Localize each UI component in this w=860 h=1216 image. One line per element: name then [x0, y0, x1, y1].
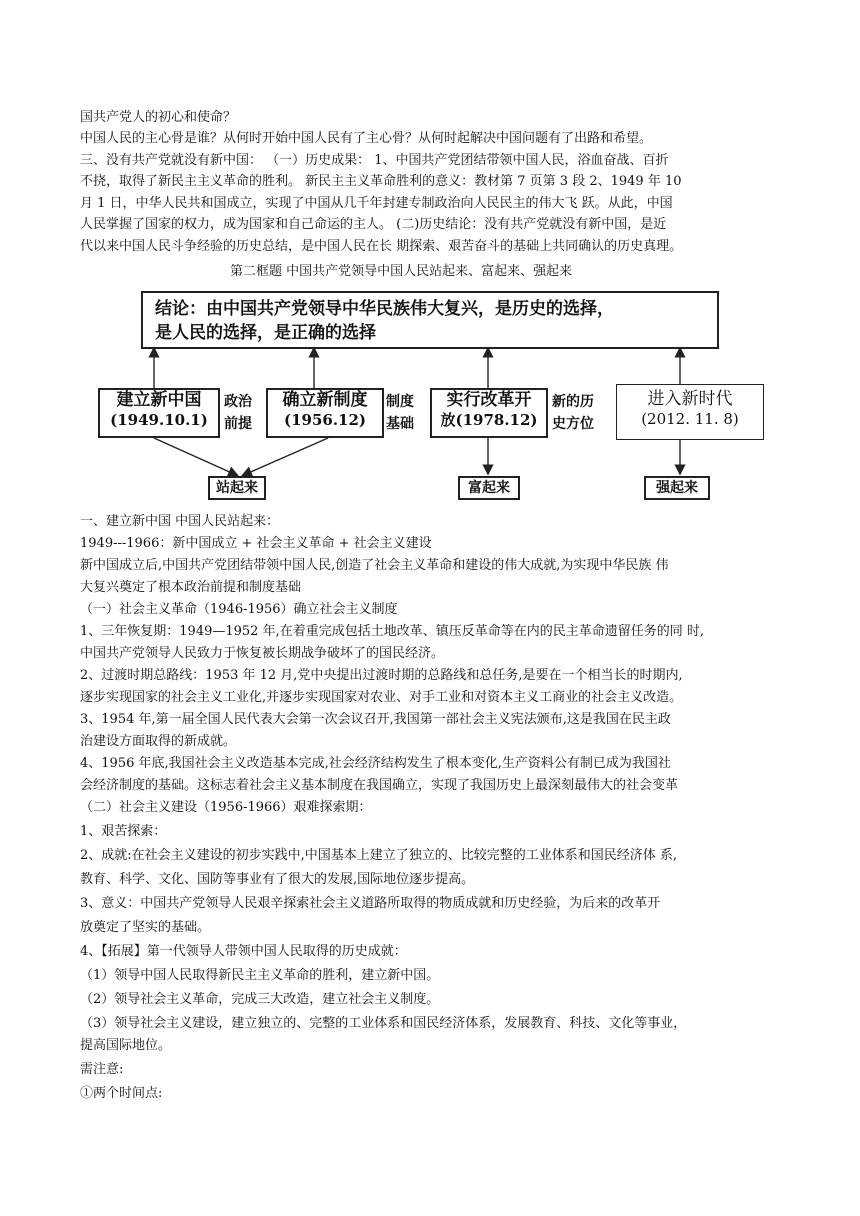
- conclusion-line-1: 结论：由中国共产党领导中华民族伟大复兴，是历史的选择，: [155, 299, 614, 319]
- result-get-strong: 强起来: [644, 476, 710, 500]
- box-title: 建立新中国: [116, 390, 202, 410]
- text-line: 4、【拓展】第一代领导人带领中国人民取得的历史成就：: [80, 944, 407, 959]
- text-line: 需注意:: [80, 1062, 124, 1077]
- connector-label: 史方位: [552, 416, 594, 432]
- framework-title: 第二框题 中国共产党领导中国人民站起来、富起来、强起来: [230, 264, 573, 279]
- box-reform: [430, 388, 548, 438]
- text-line: 治建设方面取得的新成就。: [80, 734, 237, 749]
- text-line: 1、艰苦探索：: [80, 824, 167, 839]
- box-date: 放(1978.12): [440, 411, 538, 429]
- text-line: 逐步实现国家的社会主义工业化,并逐步实现国家对农业、对手工业和对资本主义工商业的社会主义改造。: [80, 690, 683, 705]
- text-line: 4、1956 年底,我国社会主义改造基本完成,社会经济结构发生了根本变化,生产资料公有制已成为我国社: [80, 756, 671, 771]
- connector-label: 制度: [386, 394, 414, 410]
- connector-label: 基础: [386, 416, 414, 432]
- history-diagram: [96, 288, 768, 508]
- box-founding: [98, 388, 220, 438]
- text-line: 中国共产党领导人民致力于恢复被长期战争破坏了的国民经济。: [80, 646, 445, 661]
- text-line: 人民掌握了国家的权力，成为国家和自己命运的主人。 (二)历史结论：没有共产党就没有新中国，是近: [80, 217, 667, 232]
- subsection-heading: （一）社会主义革命（1946-1956）确立社会主义制度: [80, 602, 398, 617]
- text-line: 1、三年恢复期：1949—1952 年,在着重完成包括土地改革、镇压反革命等在内的民主革命遗留任务的同 时,: [80, 624, 704, 639]
- text-line: 新中国成立后,中国共产党团结带领中国人民,创造了社会主义革命和建设的伟大成就,为实现中华民族 伟: [80, 558, 669, 573]
- box-new-system: [266, 388, 384, 438]
- box-new-era: [616, 384, 764, 440]
- text-line: （3）领导社会主义建设，建立独立的、完整的工业体系和国民经济体系，发展教育、科技、文化等事业，: [80, 1016, 687, 1031]
- text-line: 大复兴奠定了根本政治前提和制度基础: [80, 580, 302, 595]
- box-title: 确立新制度: [282, 390, 368, 410]
- text-line: 3、意义：中国共产党领导人民艰辛探索社会主义道路所取得的物质成就和历史经验，为后来的改革开: [80, 896, 661, 911]
- box-title: 进入新时代: [647, 389, 733, 409]
- text-line: 2、成就:在社会主义建设的初步实践中,中国基本上建立了独立的、比较完整的工业体系和国民经济体 系,: [80, 848, 678, 863]
- box-date: (2012. 11. 8): [641, 410, 739, 428]
- text-line: （1）领导中国人民取得新民主主义革命的胜利，建立新中国。: [80, 968, 440, 983]
- text-line: 1949---1966：新中国成立 + 社会主义革命 + 社会主义建设: [80, 536, 432, 551]
- text-line: 国共产党人的初心和使命？: [80, 110, 237, 125]
- text-line: （2）领导社会主义革命，完成三大改造，建立社会主义制度。: [80, 992, 440, 1007]
- text-line: ①两个时间点:: [80, 1086, 163, 1101]
- text-line: 三、没有共产党就没有新中国： （一）历史成果： 1、中国共产党团结带领中国人民，浴血奋战、百折: [80, 153, 669, 168]
- section-heading: 一、建立新中国 中国人民站起来：: [80, 514, 280, 529]
- text-line: 月 1 日，中华人民共和国成立，实现了中国从几千年封建专制政治向人民民主的伟大飞 跃。从此，中国: [80, 196, 673, 211]
- text-line: 3、1954 年,第一届全国人民代表大会第一次会议召开,我国第一部社会主义宪法颁布,这是我国在民主政: [80, 712, 671, 727]
- connector-label: 政治: [224, 394, 252, 410]
- text-line: 2、过渡时期总路线：1953 年 12 月,党中央提出过渡时期的总路线和总任务,是要在一个相当长的时期内,: [80, 668, 683, 683]
- connector-label: 新的历: [552, 394, 594, 410]
- box-date: (1956.12): [283, 411, 367, 429]
- result-get-rich: 富起来: [458, 476, 520, 500]
- box-title: 实行改革开: [446, 390, 532, 410]
- result-stand-up: 站起来: [208, 476, 266, 500]
- conclusion-box: [141, 291, 719, 349]
- text-line: 中国人民的主心骨是谁？从何时开始中国人民有了主心骨？从何时起解决中国问题有了出路和希望。: [80, 131, 653, 146]
- text-line: 不挠，取得了新民主主义革命的胜利。 新民主主义革命胜利的意义：教材第 7 页第 3 段 2、1949 年 10: [80, 174, 682, 189]
- subsection-heading: （二）社会主义建设（1956-1966）艰难探索期：: [80, 800, 372, 815]
- text-line: 会经济制度的基础。这标志着社会主义基本制度在我国确立，实现了我国历史上最深刻最伟大的社会变革: [80, 778, 679, 793]
- text-line: 代以来中国人民斗争经验的历史总结，是中国人民在长 期探索、艰苦奋斗的基础上共同确认的历史真理。: [80, 239, 683, 254]
- connector-label: 前提: [224, 416, 252, 432]
- text-line: 教育、科学、文化、国防等事业有了很大的发展,国际地位逐步提高。: [80, 872, 475, 887]
- text-line: 提高国际地位。: [80, 1038, 172, 1053]
- box-date: (1949.10.1): [110, 411, 208, 429]
- conclusion-line-2: 是人民的选择，是正确的选择: [155, 323, 376, 343]
- text-line: 放奠定了坚实的基础。: [80, 920, 211, 935]
